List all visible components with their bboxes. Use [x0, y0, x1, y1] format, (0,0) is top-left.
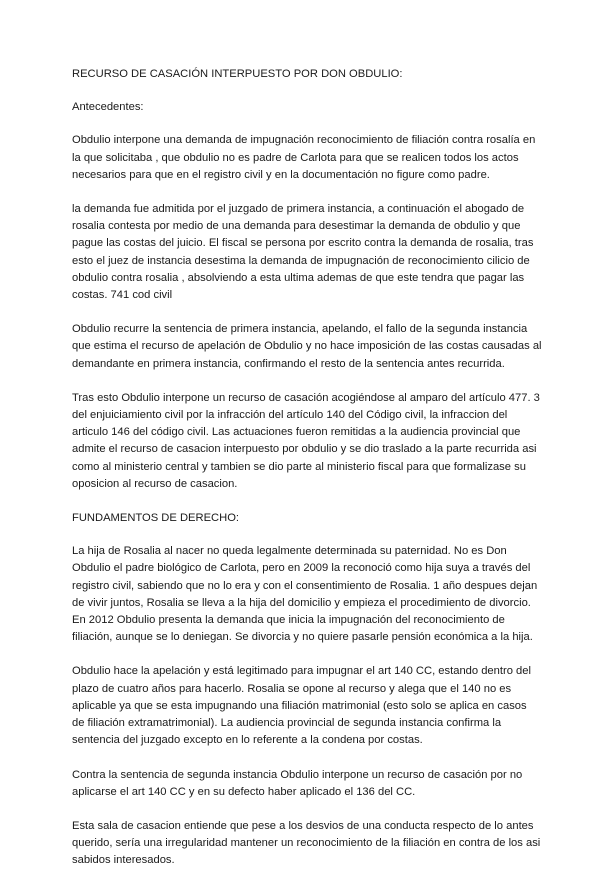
document-title: RECURSO DE CASACIÓN INTERPUESTO POR DON OBDULIO:	[72, 68, 403, 80]
fundamentos-paragraph-3: Contra la sentencia de segunda instancia Obdulio interpone un recurso de casación por no aplicarse el art 140 CC y en su defecto haber aplicado el 136 del CC.	[72, 768, 523, 798]
antecedentes-paragraph-1: Obdulio interpone una demanda de impugnación reconocimiento de filiación contra rosalía en la que solicitaba , que obdulio no es padre de Carlota para que se realicen todos los actos necesarios para que en el registro civil y en la documentación no figure como padre.	[72, 134, 536, 181]
antecedentes-paragraph-4: Tras esto Obdulio interpone un recurso de casación acogiéndose al amparo del artículo 477. 3 del enjuiciamiento civil por la infracción del artículo 140 del Código civil, la infraccion del articulo 146 del código civil. Las actuaciones fueron remitidas a la audiencia provincial que admite el recurso de casacion interpuesto por obdulio y se dio traslado a la parte recurrida asi como al ministerio central y tambien se dio parte al ministerio fiscal para que formalizase su oposicion al recurso de casacion.	[72, 391, 540, 490]
document-body	[72, 66, 542, 887]
fundamentos-paragraph-1: La hija de Rosalia al nacer no queda legalmente determinada su paternidad. No es Don Obdulio el padre biológico de Carlota, pero en 2009 la reconoció como hija suya a través del registro civil, sabiendo que no lo era y con el consentimiento de Rosalia. 1 año despues dejan de vivir juntos, Rosalia se lleva a la hija del domicilio y empieza el procedimiento de divorcio. En 2012 Obdulio presenta la demanda que inicia la impugnación del reconocimiento de filiación, aunque se lo deniegan. Se divorcia y no quiere pasarle pensión económica a la hija.	[72, 545, 538, 644]
antecedentes-paragraph-3: Obdulio recurre la sentencia de primera instancia, apelando, el fallo de la segunda instancia que estima el recurso de apelación de Obdulio y no hace imposición de las costas causadas al demandante en primera instancia, confirmando el resto de la sentencia antes recurrida.	[72, 323, 542, 370]
fundamentos-paragraph-4: Esta sala de casacion entiende que pese a los desvios de una conducta respecto de lo antes querido, sería una irregularidad mantener un reconocimiento de la filiación en contra de los asi sabidos interesados.	[72, 819, 541, 867]
fundamentos-paragraph-2: Obdulio hace la apelación y está legitimado para impugnar el art 140 CC, estando dentro del plazo de cuatro años para hacerlo. Rosalia se opone al recurso y alega que el 140 no es aplicable ya que se esta impugnando una filiación matrimonial (esto solo se aplica en casos de filiación extramatrimonial). La audiencia provincial de segunda instancia confirma la sentencia del juzgado excepto en lo referente a la condena por costas.	[72, 665, 531, 747]
fundamentos-heading: FUNDAMENTOS DE DERECHO:	[72, 512, 239, 525]
antecedentes-paragraph-2: la demanda fue admitida por el juzgado de primera instancia, a continuación el abogado de rosalia contesta por medio de una demanda para desestimar la demanda de obdulio y que pague las costas del juicio. El fiscal se persona por escrito contra la demanda de rosalia, tras esto el juez de instancia desestima la demanda de impugnación de reconocimiento cilicio de obdulio contra rosalia , absolviendo a esta ultima ademas de que este tendra que pagar las costas. 741 cod civil	[72, 203, 534, 302]
antecedentes-heading: Antecedentes:	[72, 101, 144, 114]
